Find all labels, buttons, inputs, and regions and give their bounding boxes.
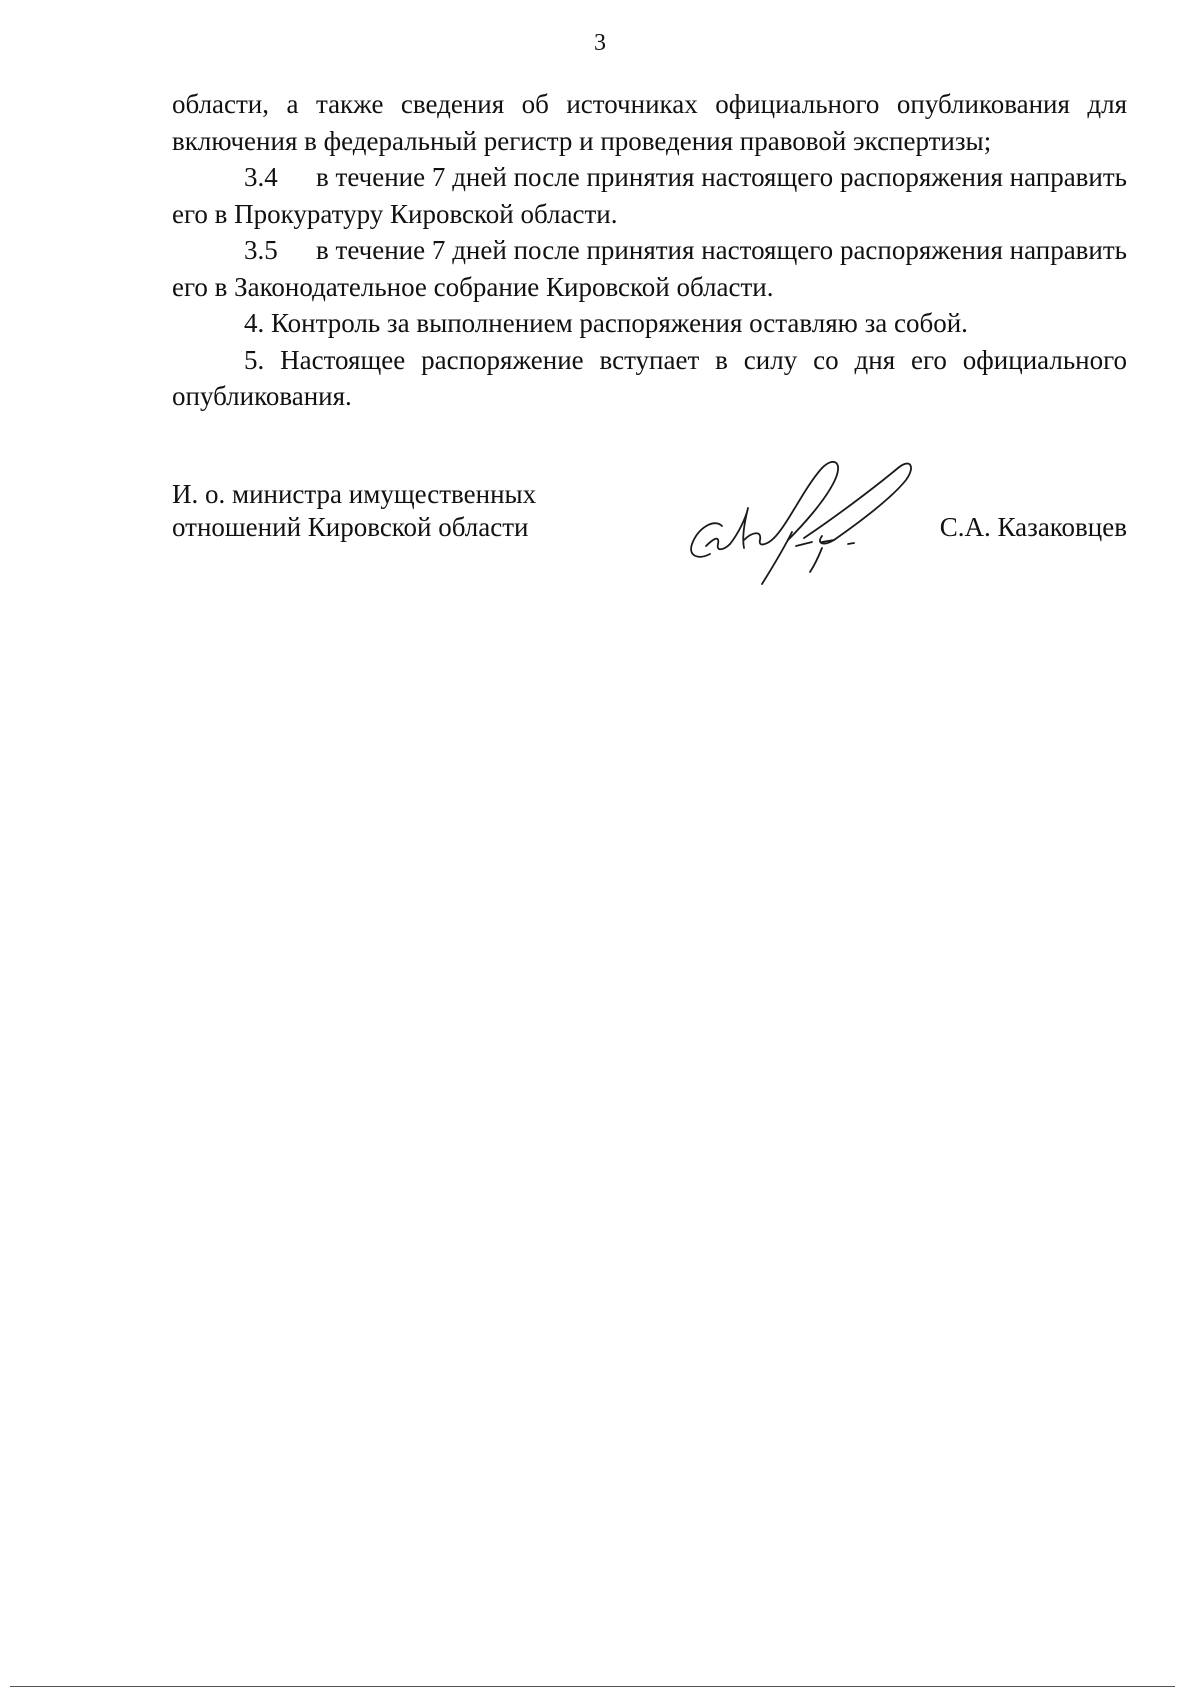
item-text: в течение 7 дней после принятия настоящего распоряжения направить его в Прокуратуру Кировской области. (172, 162, 1127, 229)
signer-name: С.А. Казаковцев (939, 512, 1127, 542)
paragraph-item-3-4 (172, 159, 1127, 232)
signer-title (172, 478, 536, 544)
item-number: 3.5 (244, 235, 278, 265)
signer-title-line-1: И. о. министра имущественных (172, 479, 537, 509)
bottom-rule (10, 1686, 1175, 1687)
item-text: в течение 7 дней после принятия настоящего распоряжения направить его в Законодательное собрание Кировской области. (172, 235, 1127, 302)
page-number: 3 (594, 30, 606, 56)
document-body (172, 86, 1127, 415)
signature-block (172, 478, 1127, 578)
paragraph-item-4: 4. Контроль за выполнением распоряжения оставляю за собой. (244, 308, 968, 338)
paragraph-item-3-5 (172, 232, 1127, 305)
paragraph-item-5: 5. Настоящее распоряжение вступает в силу со дня его официального опубликования. (172, 344, 1127, 411)
paragraph-continuation: области, а также сведения об источниках официального опубликования для включения в федеральный регистр и проведения правовой экспертизы; (172, 89, 1127, 156)
signer-title-line-2: отношений Кировской области (172, 512, 529, 542)
item-number: 3.4 (244, 162, 278, 192)
handwritten-signature (684, 448, 944, 588)
